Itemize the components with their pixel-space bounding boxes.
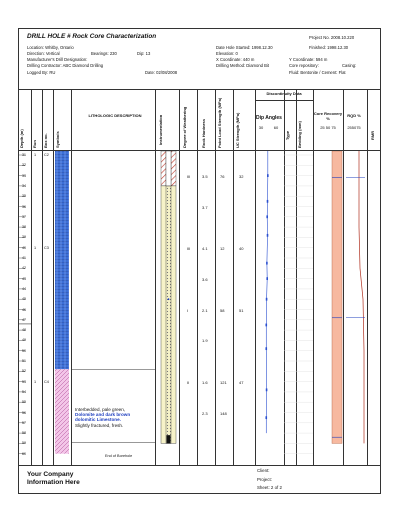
y-coordinate: Y Coordinate: 594 m	[289, 57, 328, 62]
manufacturer: Manufacturer's Drill Designation:	[27, 57, 88, 62]
box-number: C3	[44, 245, 49, 250]
dip: Dip: 13	[137, 51, 151, 56]
instrument-seal-left	[161, 151, 166, 186]
rmr-header: RMR	[370, 130, 375, 140]
casing: Casing:	[342, 63, 357, 68]
box-number: C2	[44, 153, 49, 157]
bedding-header: Bedding (mm)	[297, 121, 302, 148]
uc-header: UC Strength (MPa)	[235, 112, 240, 148]
dip-angle-point	[266, 388, 268, 391]
run-number: 1	[34, 245, 37, 250]
hardness-value: 2.1	[202, 307, 208, 313]
hardness-header: Rock Hardness	[201, 118, 206, 148]
date-started: Date Hole Started: 1998.12.30	[216, 45, 273, 50]
depth-tick-label: 36	[22, 204, 26, 209]
project-number: Project No. 2008.10.220	[309, 35, 355, 40]
depth-tick-label: 53	[22, 379, 26, 384]
dip-angle-point	[267, 200, 269, 203]
desc-line-2: Dolomite and dark brown	[75, 412, 131, 418]
elevation: Elevation: 0	[216, 51, 238, 56]
log-title: DRILL HOLE # Rock Core Characterization	[27, 33, 157, 40]
instrument-riser	[166, 151, 171, 186]
project-label: Project:	[257, 477, 272, 482]
weathering-value: III	[187, 245, 191, 251]
direction: Direction: Vertical	[27, 51, 60, 56]
weathering-value: I	[187, 307, 189, 313]
end-of-borehole-label: End of Borehole	[105, 454, 133, 458]
dip-angle-point	[266, 277, 268, 280]
weathering-value: III	[187, 173, 191, 179]
dip-angle-point	[265, 347, 267, 350]
desc-line-3: dolomitic Limestone.	[75, 417, 121, 423]
depth-tick-label: 48	[22, 328, 26, 333]
dip-angle-point	[265, 416, 267, 419]
depth-tick-label: 44	[22, 286, 26, 291]
discontinuity-header: Discontinuity Data	[266, 91, 302, 96]
box-header: Box no.	[43, 133, 48, 148]
client-label: Client:	[257, 468, 270, 473]
depth-tick-label: 54	[22, 389, 26, 394]
location: Location: Whitby, Ontario	[27, 45, 74, 50]
depth-tick-label: 42	[22, 266, 26, 271]
run-header: Run	[32, 140, 37, 148]
depth-tick-label: 60	[22, 451, 26, 456]
bearings: Bearings: 230	[91, 51, 117, 56]
uc-strength-value: 47	[239, 379, 244, 385]
hardness-value: 4.1	[202, 245, 208, 251]
hardness-value: 3.7	[202, 204, 208, 210]
depth-tick-label: 45	[22, 297, 26, 302]
hardness-value: 1.6	[202, 379, 208, 385]
instrument-end-cap	[167, 435, 171, 443]
depth-tick-label: 41	[22, 256, 26, 260]
weathering-value: II	[187, 379, 190, 385]
sheet-label: Sheet: 2 of 2	[257, 485, 282, 490]
dip-scale-60: 60	[273, 125, 279, 130]
depth-tick-label: 59	[22, 441, 26, 446]
depth-tick-label: 35	[22, 194, 26, 199]
x-coordinate: X Coordinate: 440 m	[216, 57, 255, 62]
depth-tick-label: 52	[22, 369, 26, 374]
rqd-header: RQD %	[347, 113, 361, 118]
depth-tick-label: 38	[22, 225, 26, 230]
symbols-header: Symbols	[55, 131, 60, 148]
lithology-symbol-dolomite	[55, 151, 69, 369]
dip-angle-point	[266, 215, 268, 218]
depth-tick-label: 37	[22, 214, 26, 219]
lithology-header: LITHOLOGIC DESCRIPTION	[88, 113, 142, 118]
depth-header: Depth (m)	[19, 129, 24, 148]
lithology-symbol-limestone	[55, 369, 69, 453]
uc-strength-value: 40	[239, 245, 244, 251]
instrument-screen	[166, 186, 171, 444]
run-number: 1	[34, 379, 37, 384]
weathering-header: Degree of Weathering	[182, 106, 187, 148]
core-recovery-scale: 25 50 75	[320, 125, 336, 130]
depth-tick-label: 46	[22, 307, 26, 312]
desc-line-4: Slightly fractured, fresh.	[75, 422, 124, 428]
point-load-value: 148	[220, 410, 227, 416]
point-load-value: 76	[220, 173, 225, 179]
lithology-description	[75, 407, 151, 428]
borehole-log-sheet	[18, 28, 381, 494]
depth-tick-label: 31	[22, 153, 26, 157]
rqd-scale: 255075	[347, 125, 361, 130]
depth-tick-label: 56	[22, 410, 26, 415]
box-number: C4	[44, 379, 49, 384]
depth-tick-label: 40	[22, 245, 26, 250]
dip-scale-30: 30	[258, 125, 264, 130]
column-headers	[19, 89, 380, 151]
depth-tick-label: 55	[22, 400, 26, 405]
depth-tick-label: 57	[22, 420, 26, 425]
uc-strength-value: 32	[239, 173, 244, 179]
drilling-method: Drilling Method: Diamond Bit	[216, 63, 270, 68]
hardness-value: 1.9	[202, 338, 208, 344]
instrument-seal-right	[171, 151, 176, 186]
fluid: Fluid: Bentonite / Cement: Flat	[289, 70, 346, 75]
rqd-line	[359, 151, 364, 443]
hardness-value: 2.3	[202, 410, 208, 416]
dip-angle-point	[266, 298, 268, 301]
depth-tick-label: 49	[22, 338, 26, 343]
point-load-value: 12	[220, 245, 225, 251]
log-footer	[19, 465, 380, 493]
hardness-value: 3.5	[202, 173, 208, 179]
logged-by: Logged By: RU	[27, 70, 56, 75]
dip-angles-header: Dip Angles	[256, 115, 282, 121]
company-line-1: Your Company	[27, 471, 74, 478]
type-header: Type	[285, 130, 290, 140]
instrumentation-header: Instrumentation	[158, 114, 163, 145]
dip-angle-point	[265, 324, 267, 327]
log-graphics	[19, 151, 382, 467]
depth-tick-label: 58	[22, 431, 26, 436]
depth-tick-label: 33	[22, 173, 26, 178]
desc-line-1: Interbedded, pale green,	[75, 407, 126, 412]
drilling-contractor: Drilling Contractor: ABC Diamond Drilling	[27, 63, 104, 68]
company-info	[27, 471, 80, 487]
log-body	[19, 151, 380, 467]
depth-tick-label: 50	[22, 348, 26, 353]
depth-tick-label: 39	[22, 235, 26, 240]
depth-tick-label: 32	[22, 163, 26, 168]
point-load-value: 58	[220, 307, 225, 313]
point-load-value: 121	[220, 379, 227, 385]
depth-tick-label: 43	[22, 276, 26, 281]
instrument-sensor	[168, 298, 170, 300]
dip-angle-point	[266, 262, 268, 265]
depth-tick-label: 51	[22, 359, 26, 363]
point-load-header: Point Load Strength (MPa)	[217, 97, 222, 148]
core-recovery-bar	[332, 151, 342, 443]
core-repository: Core repository:	[289, 63, 319, 68]
depth-tick-label: 34	[22, 183, 26, 188]
core-recovery-header: Core Recovery %	[313, 111, 343, 121]
run-number: 1	[34, 153, 37, 157]
dip-angle-point	[267, 174, 269, 177]
hardness-value: 3.6	[202, 276, 208, 282]
log-date: Date: 02/08/2008	[145, 70, 178, 75]
company-line-2: Information Here	[27, 479, 80, 486]
date-finished: Finished: 1998.12.30	[309, 45, 349, 50]
dip-angle-point	[267, 234, 269, 237]
uc-strength-value: 51	[239, 307, 244, 313]
log-header	[19, 29, 380, 89]
depth-tick-label: 47	[22, 317, 26, 322]
